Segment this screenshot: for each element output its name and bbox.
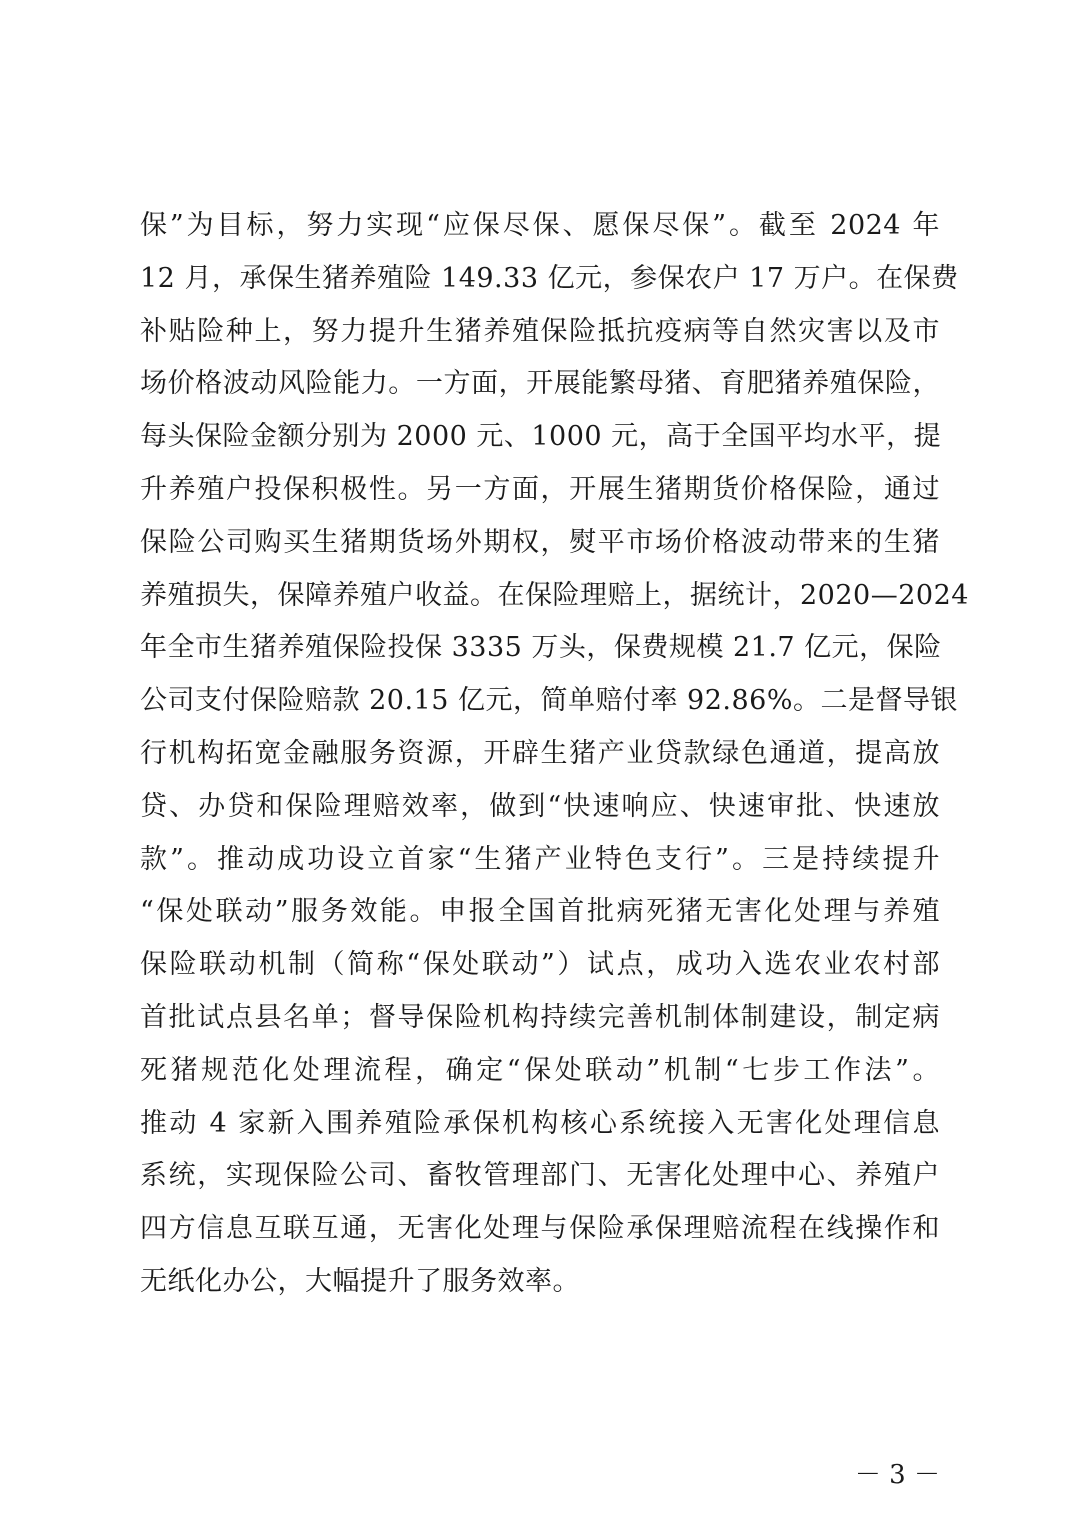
text-line: 养殖损失，保障养殖户收益。在保险理赔上，据统计，2020—2024 (140, 579, 969, 611)
text-line: 四方信息互联互通，无害化处理与保险承保理赔流程在线操作和 (140, 1213, 940, 1245)
text-line: 行机构拓宽金融服务资源，开辟生猪产业贷款绿色通道，提高放 (140, 737, 940, 769)
text-line: 推动 4 家新入围养殖险承保机构核心系统接入无害化处理信息 (140, 1107, 940, 1139)
body-text (140, 200, 969, 1309)
text-line: 款”。推动成功设立首家“生猪产业特色支行”。三是持续提升 (140, 843, 940, 875)
text-line: 保险公司购买生猪期货场外期权，熨平市场价格波动带来的生猪 (140, 526, 940, 558)
text-line: 升养殖户投保积极性。另一方面，开展生猪期货价格保险，通过 (140, 473, 940, 505)
page-number: － 3 － (854, 1460, 940, 1490)
text-line: 公司支付保险赔款 20.15 亿元，简单赔付率 92.86%。二是督导银 (140, 685, 958, 717)
text-line: 首批试点县名单；督导保险机构持续完善机制体制建设，制定病 (140, 1001, 940, 1033)
text-line: 12 月，承保生猪养殖险 149.33 亿元，参保农户 17 万户。在保费 (140, 262, 959, 294)
text-line: 贷、办贷和保险理赔效率，做到“快速响应、快速审批、快速放 (140, 790, 940, 822)
text-line: 保”为目标，努力实现“应保尽保、愿保尽保”。截至 2024 年 (140, 210, 940, 241)
text-line: 无纸化办公，大幅提升了服务效率。 (140, 1265, 580, 1297)
text-line: 保险联动机制（简称“保处联动”）试点，成功入选农业农村部 (140, 949, 940, 981)
text-line: 场价格波动风险能力。一方面，开展能繁母猪、育肥猪养殖保险， (140, 368, 940, 400)
text-line: “保处联动”服务效能。申报全国首批病死猪无害化处理与养殖 (140, 896, 940, 928)
text-line: 年全市生猪养殖保险投保 3335 万头，保费规模 21.7 亿元，保险 (140, 632, 942, 664)
text-line: 系统，实现保险公司、畜牧管理部门、无害化处理中心、养殖户 (140, 1160, 940, 1192)
text-line: 每头保险金额分别为 2000 元、1000 元，高于全国平均水平，提 (140, 421, 942, 453)
text-line: 死猪规范化处理流程，确定“保处联动”机制“七步工作法”。 (140, 1054, 940, 1086)
text-line: 补贴险种上，努力提升生猪养殖保险抵抗疫病等自然灾害以及市 (140, 315, 940, 347)
